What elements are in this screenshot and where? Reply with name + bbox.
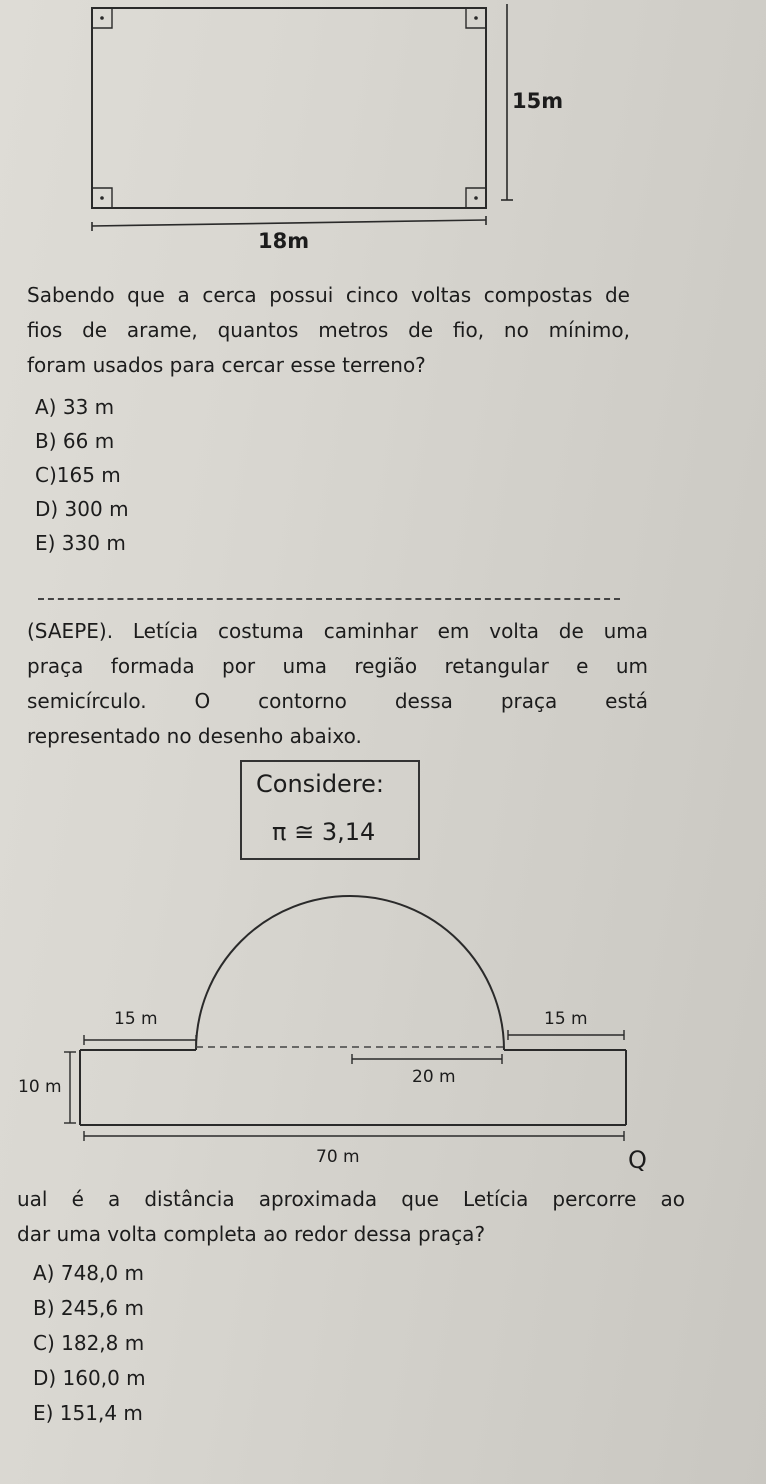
right-angle-marks [92, 8, 486, 208]
q2-option-e[interactable]: E) 151,4 m [33, 1401, 143, 1425]
base-arrow [84, 1131, 624, 1141]
consider-box [240, 760, 420, 860]
right-segment-arrow [508, 1030, 624, 1040]
right-segment-label: 15 m [544, 1009, 588, 1029]
q2-intro [27, 614, 648, 754]
q2-option-a[interactable]: A) 748,0 m [33, 1261, 144, 1285]
height-label: 10 m [18, 1077, 62, 1097]
width-label: 18m [258, 229, 310, 253]
q1-options [35, 390, 129, 560]
terrain-rectangle [92, 8, 486, 208]
plaza-figure [0, 880, 766, 1170]
q2-question-line: dar uma volta completa ao redor dessa praça? [17, 1222, 486, 1246]
q2-intro-line: representado no desenho abaixo. [27, 724, 362, 748]
question-separator [38, 598, 620, 600]
diameter-label: 20 m [412, 1067, 456, 1087]
q2-options [33, 1256, 146, 1431]
rectangle-terrain-figure [0, 0, 766, 260]
diameter-arrow [352, 1054, 502, 1064]
q2-option-b[interactable]: B) 245,6 m [33, 1296, 144, 1320]
q1-stem [27, 278, 630, 383]
q1-option-e[interactable]: E) 330 m [35, 531, 126, 555]
left-segment-label: 15 m [114, 1009, 158, 1029]
q1-stem-line: Sabendo que a cerca possui cinco voltas compostas de [27, 283, 630, 307]
q2-intro-line: praça formada por uma região retangular e um [27, 654, 648, 678]
q1-option-d[interactable]: D) 300 m [35, 497, 129, 521]
q1-option-c[interactable]: C)165 m [35, 463, 121, 487]
q1-option-b[interactable]: B) 66 m [35, 429, 115, 453]
height-arrow [64, 1052, 76, 1123]
stray-letter: Q [628, 1146, 647, 1174]
q2-intro-line: semicírculo. O contorno dessa praça está [27, 689, 648, 713]
height-label: 15m [512, 89, 564, 113]
left-segment-arrow [84, 1035, 196, 1045]
q2-option-d[interactable]: D) 160,0 m [33, 1366, 146, 1390]
q1-option-a[interactable]: A) 33 m [35, 395, 115, 419]
consider-formula: π ≅ 3,14 [272, 818, 376, 846]
q2-option-c[interactable]: C) 182,8 m [33, 1331, 145, 1355]
semicircle-arc [196, 896, 504, 1050]
q1-stem-line: fios de arame, quantos metros de fio, no mínimo, [27, 318, 630, 342]
q2-question-line: ual é a distância aproximada que Letícia percorre ao [17, 1187, 685, 1211]
consider-title: Considere: [256, 770, 385, 798]
base-label: 70 m [316, 1147, 360, 1167]
q1-stem-line: foram usados para cercar esse terreno? [27, 353, 426, 377]
q2-question [17, 1182, 685, 1252]
q2-intro-line: (SAEPE). Letícia costuma caminhar em volta de uma [27, 619, 648, 643]
